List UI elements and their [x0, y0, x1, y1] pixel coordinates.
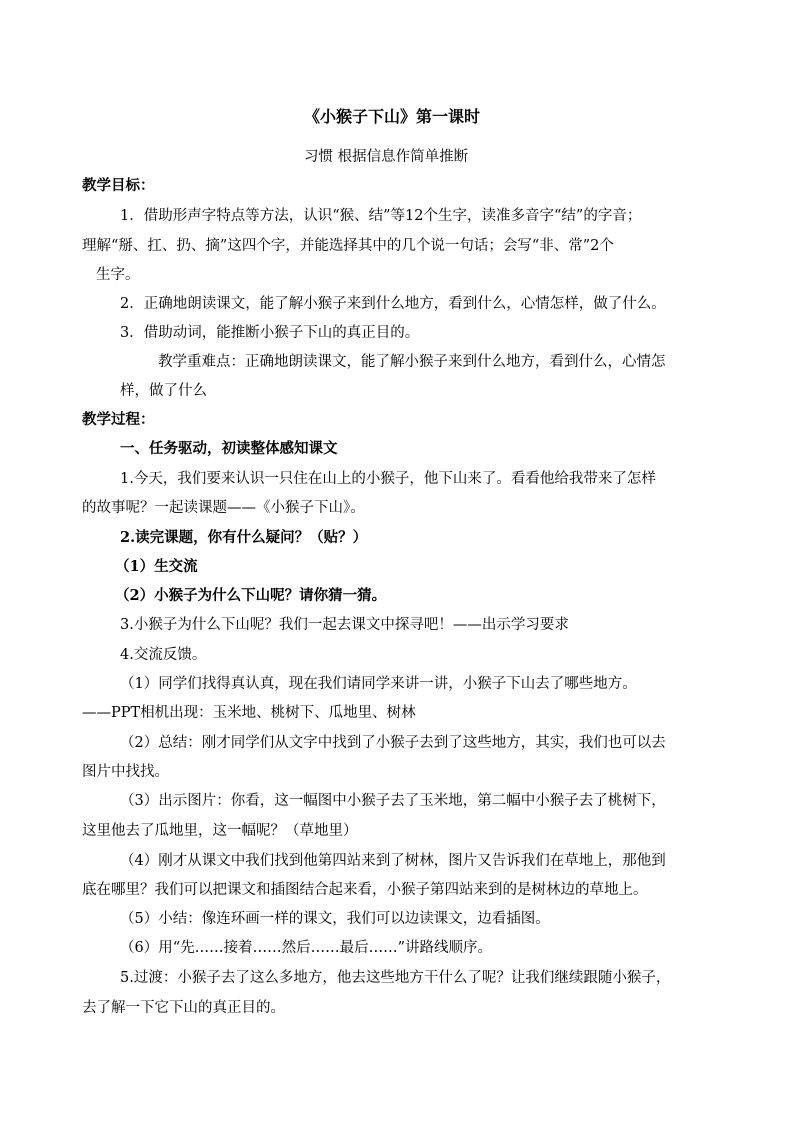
paragraph-line: 2．正确地朗读课文，能了解小猴子来到什么地方，看到什么，心情怎样，做了什么。 — [120, 296, 666, 312]
paragraph-line: 的故事呢？一起读课题——《小猴子下山》。 — [82, 500, 365, 516]
paragraph-line: ——PPT相机出现：玉米地、桃树下、瓜地里、树林 — [82, 705, 416, 721]
paragraph-line: （4）刚才从课文中我们找到他第四站来到了树林，图片又告诉我们在草地上，那他到 — [120, 853, 666, 869]
paragraph-line: 教学重难点：正确地朗读课文，能了解小猴子来到什么地方，看到什么，心情怎 — [158, 354, 666, 370]
paragraph-line: 图片中找找。 — [82, 764, 169, 780]
paragraph-line: （1）生交流 — [115, 558, 198, 575]
paragraph-line: 生字。 — [96, 267, 140, 283]
paragraph-line: （1）同学们找得真认真，现在我们请同学来讲一讲，小猴子下山去了哪些地方。 — [120, 676, 637, 692]
paragraph-line: 样，做了什么 — [120, 383, 207, 399]
paragraph-line: 1.今天，我们要来认识一只住在山上的小猴子，他下山来了。看看他给我带来了怎样 — [120, 471, 656, 487]
paragraph-line: 4.交流反馈。 — [120, 647, 207, 663]
subsection-heading: 一、任务驱动，初读整体感知课文 — [120, 440, 338, 457]
paragraph-line: 这里他去了瓜地里，这一幅呢？（草地里） — [82, 823, 358, 839]
paragraph-line: （5）小结：像连环画一样的课文，我们可以边读课文，边看插图。 — [120, 911, 550, 927]
paragraph-line: 底在哪里？我们可以把课文和插图结合起来看，小猴子第四站来到的是树林边的草地上。 — [82, 882, 648, 898]
paragraph-line: （2）总结：刚才同学们从文字中找到了小猴子去到了这些地方，其实，我们也可以去 — [120, 735, 666, 751]
paragraph-line: 理解“掰、扛、扔、摘”这四个字，并能选择其中的几个说一句话；会写“非、常”2个 — [82, 238, 614, 254]
paragraph-line: 2.读完课题，你有什么疑问？（贴？） — [120, 529, 368, 546]
section-heading-objectives: 教学目标： — [82, 177, 155, 194]
paragraph-line: （6）用“先……接着……然后……最后……”讲路线顺序。 — [120, 940, 493, 956]
paragraph-line: 去了解一下它下山的真正目的。 — [82, 1000, 285, 1016]
paragraph-line: 3．借助动词，能推断小猴子下山的真正目的。 — [120, 325, 420, 341]
paragraph-line: 5.过渡：小猴子去了这么多地方，他去这些地方干什么了呢？让我们继续跟随小猴子， — [120, 970, 671, 986]
section-heading-process: 教学过程： — [82, 411, 155, 428]
paragraph-line: （2）小猴子为什么下山呢？请你猜一猜。 — [115, 587, 387, 604]
paragraph-line: （3）出示图片：你看，这一幅图中小猴子去了玉米地，第二幅中小猴子去了桃树下， — [120, 793, 666, 809]
paragraph-line: 3.小猴子为什么下山呢？我们一起去课文中探寻吧！——出示学习要求 — [120, 617, 569, 633]
document-subtitle: 习惯 根据信息作简单推断 — [304, 149, 469, 165]
document-title: 《小猴子下山》第一课时 — [304, 107, 481, 126]
paragraph-line: 1．借助形声字特点等方法，认识“猴、结”等12个生字，读准多音字“结”的字音； — [120, 208, 642, 224]
